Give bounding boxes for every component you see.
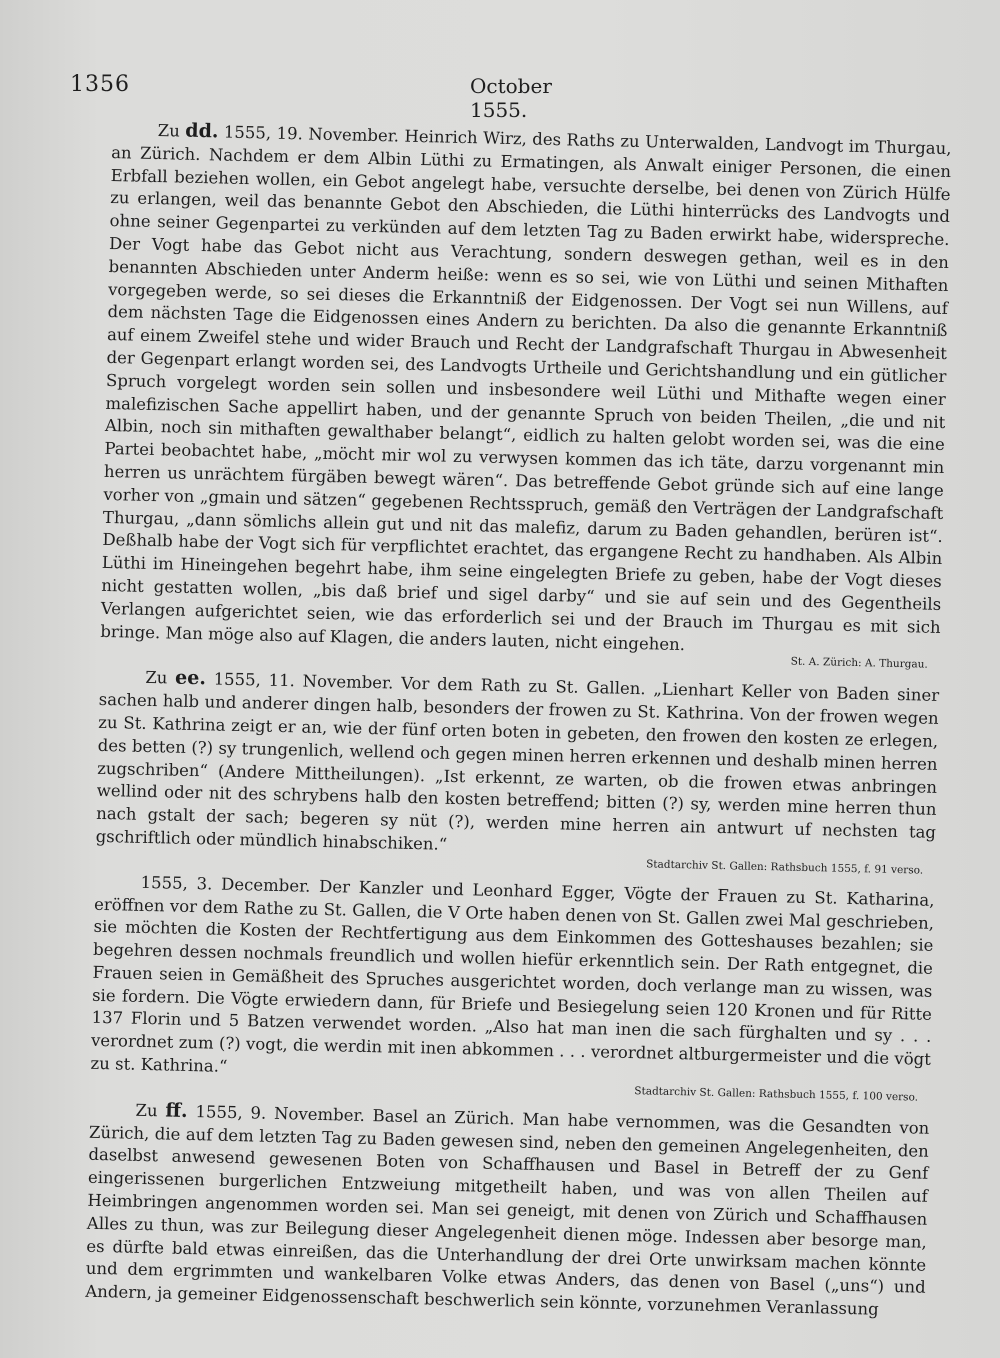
entry-text: 1555, 19. November. Heinrich Wirz, des Raths zu Unterwalden, Landvogt im Thurgau, an Zürich. Nachdem er dem Albin Lüthi zu Ermatingen, als Anwalt einiger Personen, die einen Erbfall beziehen wollen, ein Gebot angelegt habe, versuchte derselbe, bei denen von Zürich Hülfe zu erlangen, weil das benannte Gebot den Abschieden, die Lüthi hinterrücks des Landvogts und ohne seiner Gegenpartei zu verkünden auf dem letzten Tag zu Baden erwirkt habe, widerspreche. Der Vogt habe das Gebot nicht aus Verachtung, sondern deswegen gethan, weil es in den benannten Abschieden unter Anderm heiße: wenn es so sei, wie von Lüthi und seinen Mithaften vorgegeben werde, so sei dieses die Erkanntniß der Eidgenossen. Der Vogt sei nun Willens, auf dem nächsten Tage die Eidgenossen eines Andern zu berichten. Da also die genannte Erkanntniß auf einem Zweifel stehe und wider Brauch und Recht der Landgrafschaft Thurgau in Abwesenheit der Gegenpart erlangt worden sei, des Landvogts Urtheile und Gerichtshandlung und ein gütlicher Spruch vorgelegt worden sein sollen und insbesondere weil Lüthi und Mithafte wegen einer malefizischen Sache appellirt haben, und der genannte Spruch von beiden Theilen, „die und nit Albin, noch sin mithaften gewalthaber belangt“, eidlich zu halten gelobt worden sei, was die eine Partei beobachtet habe, „möcht mir wol zu verwysen kommen das ich täte, darzu vorgenannt min herren us unrächtem fürgäben bewegt wären“. Das betreffende Gebot gründe sich auf eine lange vorher von „gmain und sätzen“ gegebenen Rechtsspruch, gemäß den Verträgen der Landgrafschaft Thurgau, „dann sömlichs allein gut und nit das malefiz, darum zu Baden gehandlen, berüren ist“. Deßhalb habe der Vogt sich für verpflichtet erachtet, das ergangene Recht zu handhaben. Als Albin Lüthi im Hineingehen begehrt habe, ihm seine eingelegten Briefe zu geben, habe der Vogt dieses nicht gestatten wollen, „bis daß brief und sigel darby“ und sie auf sein und des Gegentheils Verlangen aufgerichtet seien, wie das erforderlich sei und der Brauch im Thurgau es mit sich bringe. Man möge also auf Klagen, die anders lauten, nicht eingehen.: [100, 122, 952, 654]
entry-dd: [100, 118, 952, 672]
entry-label: dd.: [185, 119, 219, 143]
entry-ff: [85, 1098, 929, 1323]
entry-text: 1555, 3. December. Der Kanzler und Leonhard Egger, Vögte der Frauen zu St. Katharina, eröffnen vor dem Rathe zu St. Gallen, die V Orte haben denen von St. Gallen zwei Mal geschrieben, sie möchten die Kosten der Rechtfertigung aus dem Einkommen des Gotteshauses bezahlen; sie begehren dessen nochmals freundlich und wollen hiefür erkenntlich sein. Der Rath entgegnet, die Frauen seien in Gemäßheit des Spruches ausgerichtet worden, doch verlange man zu wissen, was sie fordern. Die Vögte erwiedern dann, für Briefe und Besiegelung seien 120 Kronen und für Ritte 137 Florin und 5 Batzen verwendet worden. „Also hat man inen die sach fürghalten und sy . . . verordnet zum (?) vogt, die werdin mit inen abkommen . . . verordnet altburgermeister und die vögt zu st. Kathrina.“: [90, 872, 935, 1076]
entry-label: ff.: [165, 1099, 188, 1122]
entry-ee-continued: [90, 871, 935, 1105]
entry-ee: [95, 665, 939, 877]
page-header: [70, 72, 610, 122]
entry-label: ee.: [174, 666, 207, 690]
source-citation: St. A. Zürich: A. Thurgau.: [790, 655, 928, 671]
source-citation: Stadtarchiv St. Gallen: Rathsbuch 1555, f. 91 verso.: [646, 858, 924, 877]
entry-text: 1555, 11. November. Vor dem Rath zu St. Gallen. „Lienhart Keller von Baden siner sachen halb und anderer dingen halb, besonders der frowen zu St. Kathrina. Von der frowen wegen zu St. Kathrina zeigt er an, wie der fünf orten boten in gebeten, den frowen den kosten ze erlegen, des betten (?) sy trungenlich, wellend och gegen minen herren erkennen und deshalb minen herren zugschriben“ (Andere Mittheilungen). „Ist erkennt, ze warten, ob die frowen etwas anbringen wellind oder nit des schrybens halb den kosten betreffend; bitten (?) sy, werden mine herren thun nach gstalt der sach; begeren sy nüt (?), werden mine herren ain antwurt uf nechsten tag gschriftlich oder mündlich hinabschiken.“: [95, 669, 940, 854]
entry-prefix: Zu: [145, 668, 176, 688]
page-body: [85, 118, 952, 1323]
entry-prefix: Zu: [157, 121, 186, 141]
running-title: October 1555.: [470, 74, 552, 122]
source-citation: Stadtarchiv St. Gallen: Rathsbuch 1555, f. 100 verso.: [634, 1084, 919, 1104]
page-number: 1356: [70, 72, 130, 97]
entry-text: 1555, 9. November. Basel an Zürich. Man habe vernommen, was die Gesandten von Zürich, die auf dem letzten Tag zu Baden gewesen sind, neben den gemeinen Angelegenheiten, den daselbst anwesend gewesenen Boten von Schaffhausen und Basel in Betreff der zu Genf eingerissenen burgerlichen Entzweiung mitgetheilt haben, und was von allen Theilen auf Heimbringen angenommen worden sei. Man sei geneigt, mit denen von Zürich und Schaffhausen Alles zu thun, was zur Beilegung dieser Angelegenheit dienen möge. Indessen aber besorge man, es dürfte bald etwas einreißen, das die Unterhandlung der drei Orte unwirksam machen könnte und dem ergrimmten und wankelbaren Volke etwas Anders, das denen von Basel („uns“) und Andern, ja gemeiner Eidgenossenschaft beschwerlich sein könnte, vorzunehmen Veranlassung: [85, 1101, 930, 1319]
entry-prefix: Zu: [135, 1100, 166, 1121]
